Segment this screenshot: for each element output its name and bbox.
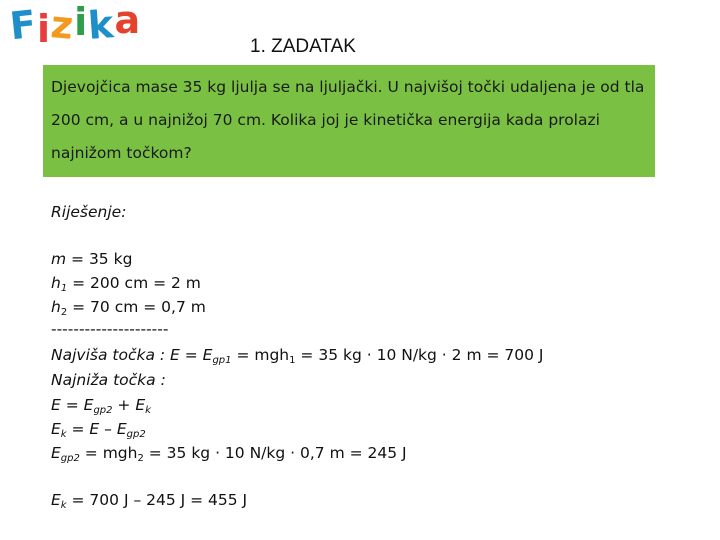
bottom-point-label: Najniža točka :	[51, 371, 166, 389]
top-point-equation: Najviša točka : $E = E_{gp1} = mgh_1 = 35$ kg · 10 N/kg · 2 m = 700 J	[51, 346, 544, 366]
potential-energy-bottom: $E_{gp2} = mgh_2 = 35$ kg · 10 N/kg · 0,7 m = 245 J	[51, 444, 407, 464]
logo-letter: i	[74, 0, 89, 44]
fizika-logo	[7, 0, 142, 51]
kinetic-energy-equation: $E_k = E - E_{gp2}$	[51, 420, 146, 440]
separator-line: ---------------------	[51, 320, 169, 338]
logo-letter: k	[86, 2, 116, 48]
solution-heading: Riješenje:	[51, 203, 127, 221]
given-h2: $h_2 = 70$ cm = 0,7 m	[51, 298, 206, 318]
final-result: $E_k = 700$ J – 245 J = 455 J	[51, 491, 248, 511]
energy-sum-equation: $E = E_{gp2} + E_k$	[51, 396, 151, 416]
given-h1: $h_1 = 200$ cm = 2 m	[51, 274, 201, 294]
logo-letter: i	[36, 7, 51, 51]
page-title: 1. ZADATAK	[250, 36, 356, 57]
logo-letter: z	[49, 2, 76, 48]
given-mass: m = 35 kg	[51, 250, 133, 268]
logo-letter: F	[7, 1, 40, 49]
task-box: Djevojčica mase 35 kg ljulja se na ljuljački. U najvišoj točki udaljena je od tla 200 cm, a u najnižoj 70 cm. Kolika joj je kinetička energija kada prolazi najnižom točkom?	[43, 65, 655, 177]
logo-letter: a	[114, 0, 142, 42]
